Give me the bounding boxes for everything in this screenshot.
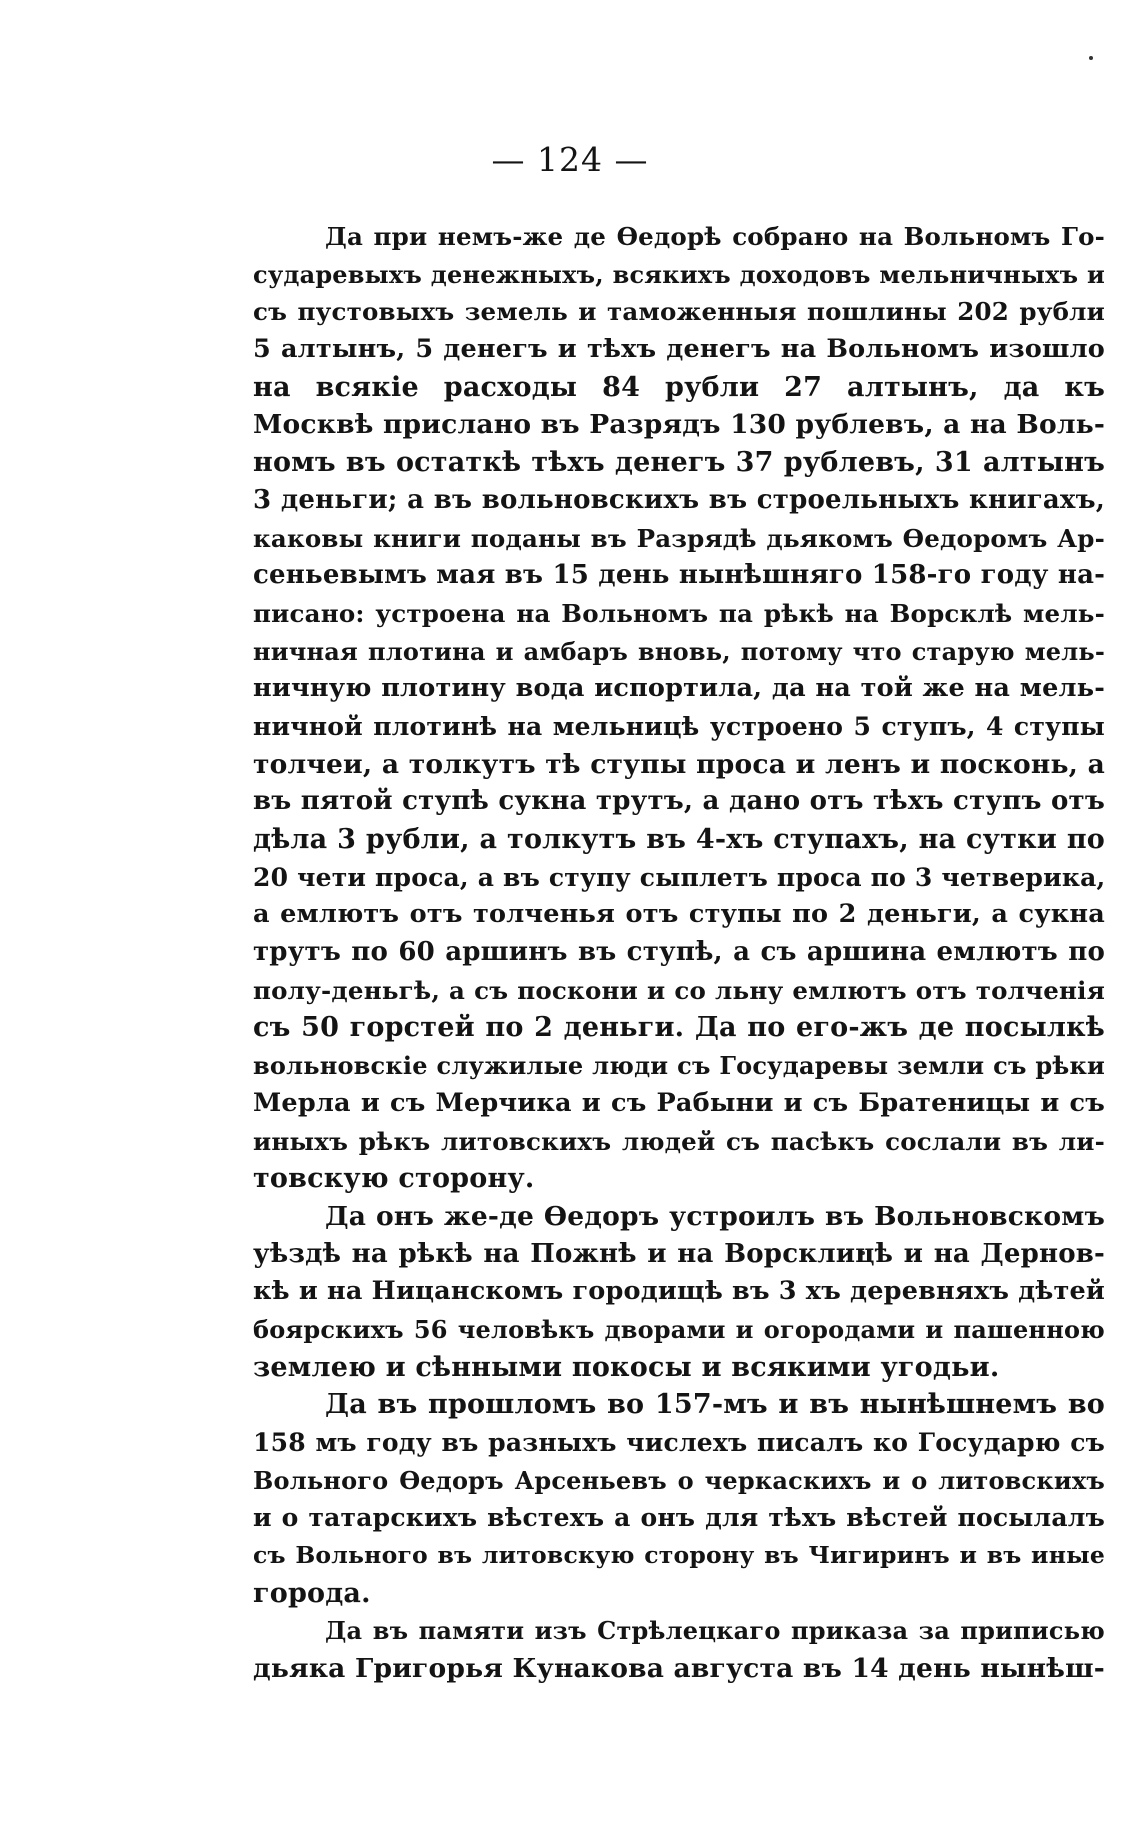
text-line: кѣ и на Ницанскомъ городищѣ въ 3 хъ деревняхъ дѣтей [253,1276,1106,1307]
text-line: боярскихъ 56 человѣкъ дворами и огородами и пашенною [253,1314,1105,1344]
text-line: съ пустовыхъ земель и таможенныя пошлины 202 рубли [253,297,1105,327]
text-line: и о татарскихъ вѣстехъ а онъ для тѣхъ вѣстей посылалъ [253,1503,1105,1533]
text-line: землею и сѣнными покосы и всякими угодьи. [253,1351,1000,1383]
text-line: Вольного Өедоръ Арсеньевъ о черкаскихъ и о литовскихъ [253,1465,1105,1495]
text-line: сеньевымъ мая въ 15 день нынѣшняго 158-го году на- [253,560,1106,591]
text-line: Да при немъ-же де Өедорѣ собрано на Вольномъ Го- [325,222,1105,251]
text-line: съ 50 горстей по 2 деньги. Да по его-жъ де посылкѣ [253,1012,1105,1044]
body-text [253,218,1105,1688]
text-line: а емлютъ отъ толченья отъ ступы по 2 деньги, а сукна [253,899,1105,930]
text-line: на всякіе расходы 84 рубли 27 алтынъ, да къ [253,371,1105,403]
text-line: Да онъ же-де Өедоръ устроилъ въ Вольновскомъ [325,1200,1105,1232]
text-line: каковы книги поданы въ Разрядѣ дьякомъ Өедоромъ Ар- [253,523,1105,553]
text-line: номъ въ остаткѣ тѣхъ денегъ 37 рублевъ, 31 алтынъ [253,447,1105,479]
page-number: — 124 — [491,140,649,179]
text-line: полу-деньгѣ, а съ поскони и со льну емлютъ отъ толченія [253,975,1105,1005]
text-line: Мерла и съ Мерчика и съ Рабыни и съ Братеницы и съ [253,1087,1105,1118]
text-line: въ пятой ступѣ сукна трутъ, а дано отъ тѣхъ ступъ отъ [253,786,1105,817]
text-line: Да въ памяти изъ Стрѣлецкаго приказа за приписью [325,1616,1105,1646]
text-line: дѣла 3 рубли, а толкутъ въ 4-хъ ступахъ, на сутки по [253,824,1105,855]
text-line: 158 мъ году въ разныхъ числехъ писалъ ко Государю съ [253,1428,1105,1457]
text-line: ничную плотину вода испортила, да на той же на мель- [253,673,1105,704]
text-line: ничная плотина и амбаръ вновь, потому что старую мель- [253,636,1105,666]
text-line: Москвѣ прислано въ Разрядъ 130 рублевъ, а на Воль- [253,409,1106,441]
text-line: толчеи, а толкутъ тѣ ступы проса и ленъ и посконь, а [253,748,1105,780]
text-line: города. [253,1577,371,1609]
text-line: ничной плотинѣ на мельницѣ устроено 5 ступъ, 4 ступы [253,711,1105,741]
text-line: трутъ по 60 аршинъ въ ступѣ, а съ аршина емлютъ по [253,937,1105,968]
text-line: вольновскіе служилые люди съ Государевы земли съ рѣки [253,1051,1105,1081]
text-line: уѣздѣ на рѣкѣ на Пожнѣ и на Ворсклицѣ и на Дернов- [253,1238,1105,1269]
text-line: Да въ прошломъ во 157-мъ и въ нынѣшнемъ во [325,1389,1105,1421]
text-line: писано: устроена на Вольномъ па рѣкѣ на Ворсклѣ мель- [253,598,1105,628]
text-line: 20 чети проса, а въ ступу сыплетъ проса по 3 четверика, [253,862,1106,892]
text-line: иныхъ рѣкъ литовскихъ людей съ пасѣкъ сослали въ ли- [253,1126,1105,1156]
text-line: съ Вольного въ литовскую сторону въ Чигиринъ и въ иные [253,1541,1105,1570]
text-line: 5 алтынъ, 5 денегъ и тѣхъ денегъ на Вольномъ изошло [253,334,1105,365]
ink-speck [1089,56,1093,60]
text-line: 3 деньги; а въ вольновскихъ въ строельныхъ книгахъ, [253,484,1105,515]
text-line: сударевыхъ денежныхъ, всякихъ доходовъ мельничныхъ и [253,259,1105,289]
text-line: дьяка Григорья Кунакова августа въ 14 день нынѣш- [253,1653,1105,1685]
text-line: товскую сторону. [253,1163,535,1195]
